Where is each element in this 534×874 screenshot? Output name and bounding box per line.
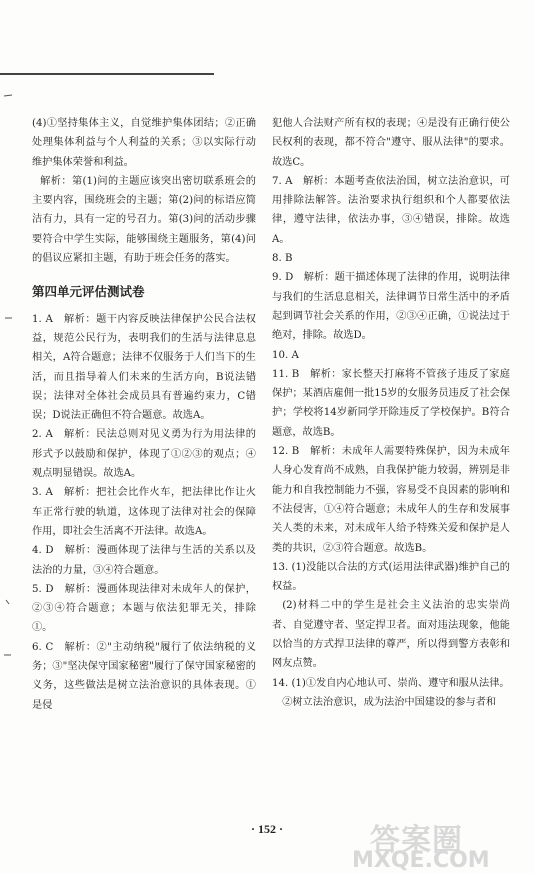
question-12: 12. B 解析：未成年人需要特殊保护，因为未成年人身心发育尚不成熟，自我保护能力较弱，辨别是非能力和自我控制能力不强，容易受不良因素的影响和不法侵害，①④符合题意；未成年人的生存和发展事关人类的未来，对未成年人给予特殊关爱和保护是人类的共识，②③符合题意。故选B。 <box>272 446 510 554</box>
answer-4: (4)①坚持集体主义，自觉维护集体团结；②正确处理集体利益与个人利益的关系；③以实际行动维护集体荣誉和利益。 <box>32 118 256 168</box>
section-heading: 第四单元评估测试卷 <box>32 284 145 300</box>
question-6: 6. C 解析：②"主动纳税"履行了依法纳税的义务；③"坚决保守国家秘密"履行了保守国家秘密的义务，这些做法是树立法治意识的具体表现。①是侵 <box>32 641 256 711</box>
question-14-part-2: ②树立法治意识，成为法治中国建设的参与者和 <box>282 696 497 708</box>
margin-tick <box>6 600 9 604</box>
page-number: · 152 · <box>250 822 283 836</box>
top-rule <box>0 73 214 75</box>
watermark-url: MXQE.COM <box>352 848 490 873</box>
question-13-part-1: 13. (1)没能以合法的方式(运用法律武器)维护自己的权益。 <box>272 561 510 593</box>
question-13-part-2: (2)材料二中的学生是社会主义法治的忠实崇尚者、自觉遵守者、坚定捍卫者。面对违法现象，他能以恰当的方式捍卫法律的尊严，所以得到警方表彰和网友点赞。 <box>272 600 510 670</box>
question-11: 11. B 解析：家长整天打麻将不管孩子违反了家庭保护；某酒店雇佣一批15岁的女服务员违反了社会保护；学校将14岁新同学开除违反了学校保护。B符合题意，故选B。 <box>272 368 510 438</box>
right-column <box>272 114 510 712</box>
question-2: 2. A 解析：民法总则对见义勇为行为用法律的形式予以鼓励和保护，体现了①②③的观点；④观点明显错误。故选A。 <box>32 429 256 480</box>
analysis-paragraph: 解析：第(1)问的主题应该突出密切联系班会的主要内容，围绕班会的主题；第(2)问的标语应简洁有力，具有一定的号召力。第(3)问的活动步骤要符合中学生实际，能够围绕主题服务，第(4)问的倡议应紧扣主题，有助于班会任务的落实。 <box>32 175 256 265</box>
watermark-logo: 答案圈 <box>370 823 463 858</box>
question-4: 4. D 解析：漫画体现了法律与生活的关系以及法治的力量，③④符合题意。 <box>32 545 256 576</box>
question-14-part-1: 14. (1)①发自内心地认可、崇尚、遵守和服从法律。 <box>272 677 510 689</box>
question-7: 7. A 解析：本题考查依法治国，树立法治意识，可用排除法解答。法治要求执行组织和个人都要依法律，遵守法律，依法办事，③④错误，排除。故选A。 <box>272 175 510 245</box>
question-5: 5. D 解析：漫画体现法律对未成年人的保护，②③④符合题意；本题与依法犯罪无关，排除①。 <box>32 583 256 634</box>
question-3: 3. A 解析：把社会比作火车，把法律比作让火车正常行驶的轨道，这体现了法律对社会的保障作用，即社会生活离不开法律。故选A。 <box>32 487 256 537</box>
left-column <box>32 114 256 715</box>
question-8: 8. B <box>272 253 293 265</box>
question-10: 10. A <box>272 349 299 361</box>
question-1: 1. A 解析：题干内容反映法律保护公民合法权益，规范公民行为，表明我们的生活与法律息息相关，A符合题意；法律不仅服务于人们当下的生活，而且指导着人们未来的生活方向，B说法错误；法律对全体社会成员具有普遍约束力，C错误；D说法正确但不符合题意。故选A。 <box>32 313 256 422</box>
margin-tick <box>4 95 12 96</box>
question-6-continued: 犯他人合法财产所有权的表现；④是没有正确行使公民权利的表现，都不符合"遵守、服从法律"的要求。故选C。 <box>272 118 510 168</box>
question-9: 9. D 解析：题干描述体现了法律的作用，说明法律与我们的生活息息相关，法律调节日常生活中的矛盾起到调节社会关系的作用，②③④正确，①说法过于绝对，排除。故选D。 <box>272 272 510 342</box>
